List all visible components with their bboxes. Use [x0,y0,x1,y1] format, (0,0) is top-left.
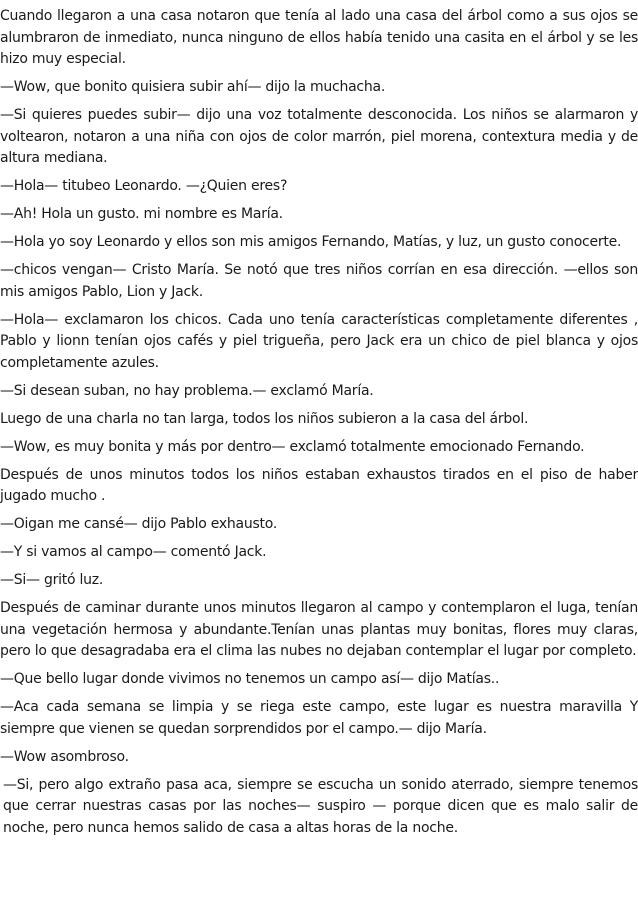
paragraph: —Hola— exclamaron los chicos. Cada uno tenía características completamente diferentes , Pablo y lionn tenían ojos cafés y piel trigueña, pero Jack era un chico de piel blanca y ojos completamente azules. [0,311,638,371]
paragraph: —Oigan me cansé— dijo Pablo exhausto. [0,516,278,532]
paragraph: Luego de una charla no tan larga, todos los niños subieron a la casa del árbol. [0,410,529,427]
paragraph: —Que bello lugar donde vivimos no tenemos un campo así— dijo Matías.. [0,671,500,687]
paragraph: —Hola yo soy Leonardo y ellos son mis amigos Fernando, Matías, y luz, un gusto conocerte. [0,234,622,250]
paragraph: —Wow, es muy bonita y más por dentro— exclamó totalmente emocionado Fernando. [0,438,585,455]
paragraph: Después de unos minutos todos los niños estaban exhaustos tirados en el piso de haber jugado mucho . [0,466,638,504]
paragraph: Después de caminar durante unos minutos llegaron al campo y contemplaron el luga, tenían una vegetación hermosa y abundante.Tenían unas plantas muy bonitas, flores muy claras, pero lo que desagradaba era el clima las nubes no dejaban contemplar el lugar por completo. [0,600,638,659]
paragraph: —Si quieres puedes subir— dijo una voz totalmente desconocida. Los niños se alarmaron y voltearon, notaron a una niña con ojos de color marrón, piel morena, contextura media y de altura mediana. [0,107,638,166]
paragraph: —Si— gritó luz. [0,572,104,588]
paragraph: —Ah! Hola un gusto. mi nombre es María. [0,206,283,222]
paragraph: —Wow asombroso. [0,748,129,765]
paragraph: —Aca cada semana se limpia y se riega este campo, este lugar es nuestra maravilla Y siempre que vienen se quedan sorprendidos por el campo.— dijo María. [0,699,638,737]
document-page [0,6,638,846]
paragraph: —Si, pero algo extraño pasa aca, siempre se escucha un sonido aterrado, siempre tenemos que cerrar nuestras casas por las noches— suspiro — porque dicen que es malo salir de noche, pero nunca hemos salido de casa a altas horas de la noche. [3,776,638,836]
paragraph: —Wow, que bonito quisiera subir ahí— dijo la muchacha. [0,79,386,95]
paragraph: —Y si vamos al campo— comentó Jack. [0,544,267,560]
paragraph: Cuando llegaron a una casa notaron que tenía al lado una casa del árbol como a sus ojos se alumbraron de inmediato, nunca ninguno de ellos había tenido una casita en el árbol y se les hizo muy especial. [0,8,638,67]
paragraph: —Si desean suban, no hay problema.— exclamó María. [0,382,374,399]
paragraph: —chicos vengan— Cristo María. Se notó que tres niños corrían en esa dirección. —ellos son mis amigos Pablo, Lion y Jack. [0,262,638,300]
paragraph: —Hola— titubeo Leonardo. —¿Quien eres? [0,178,288,194]
